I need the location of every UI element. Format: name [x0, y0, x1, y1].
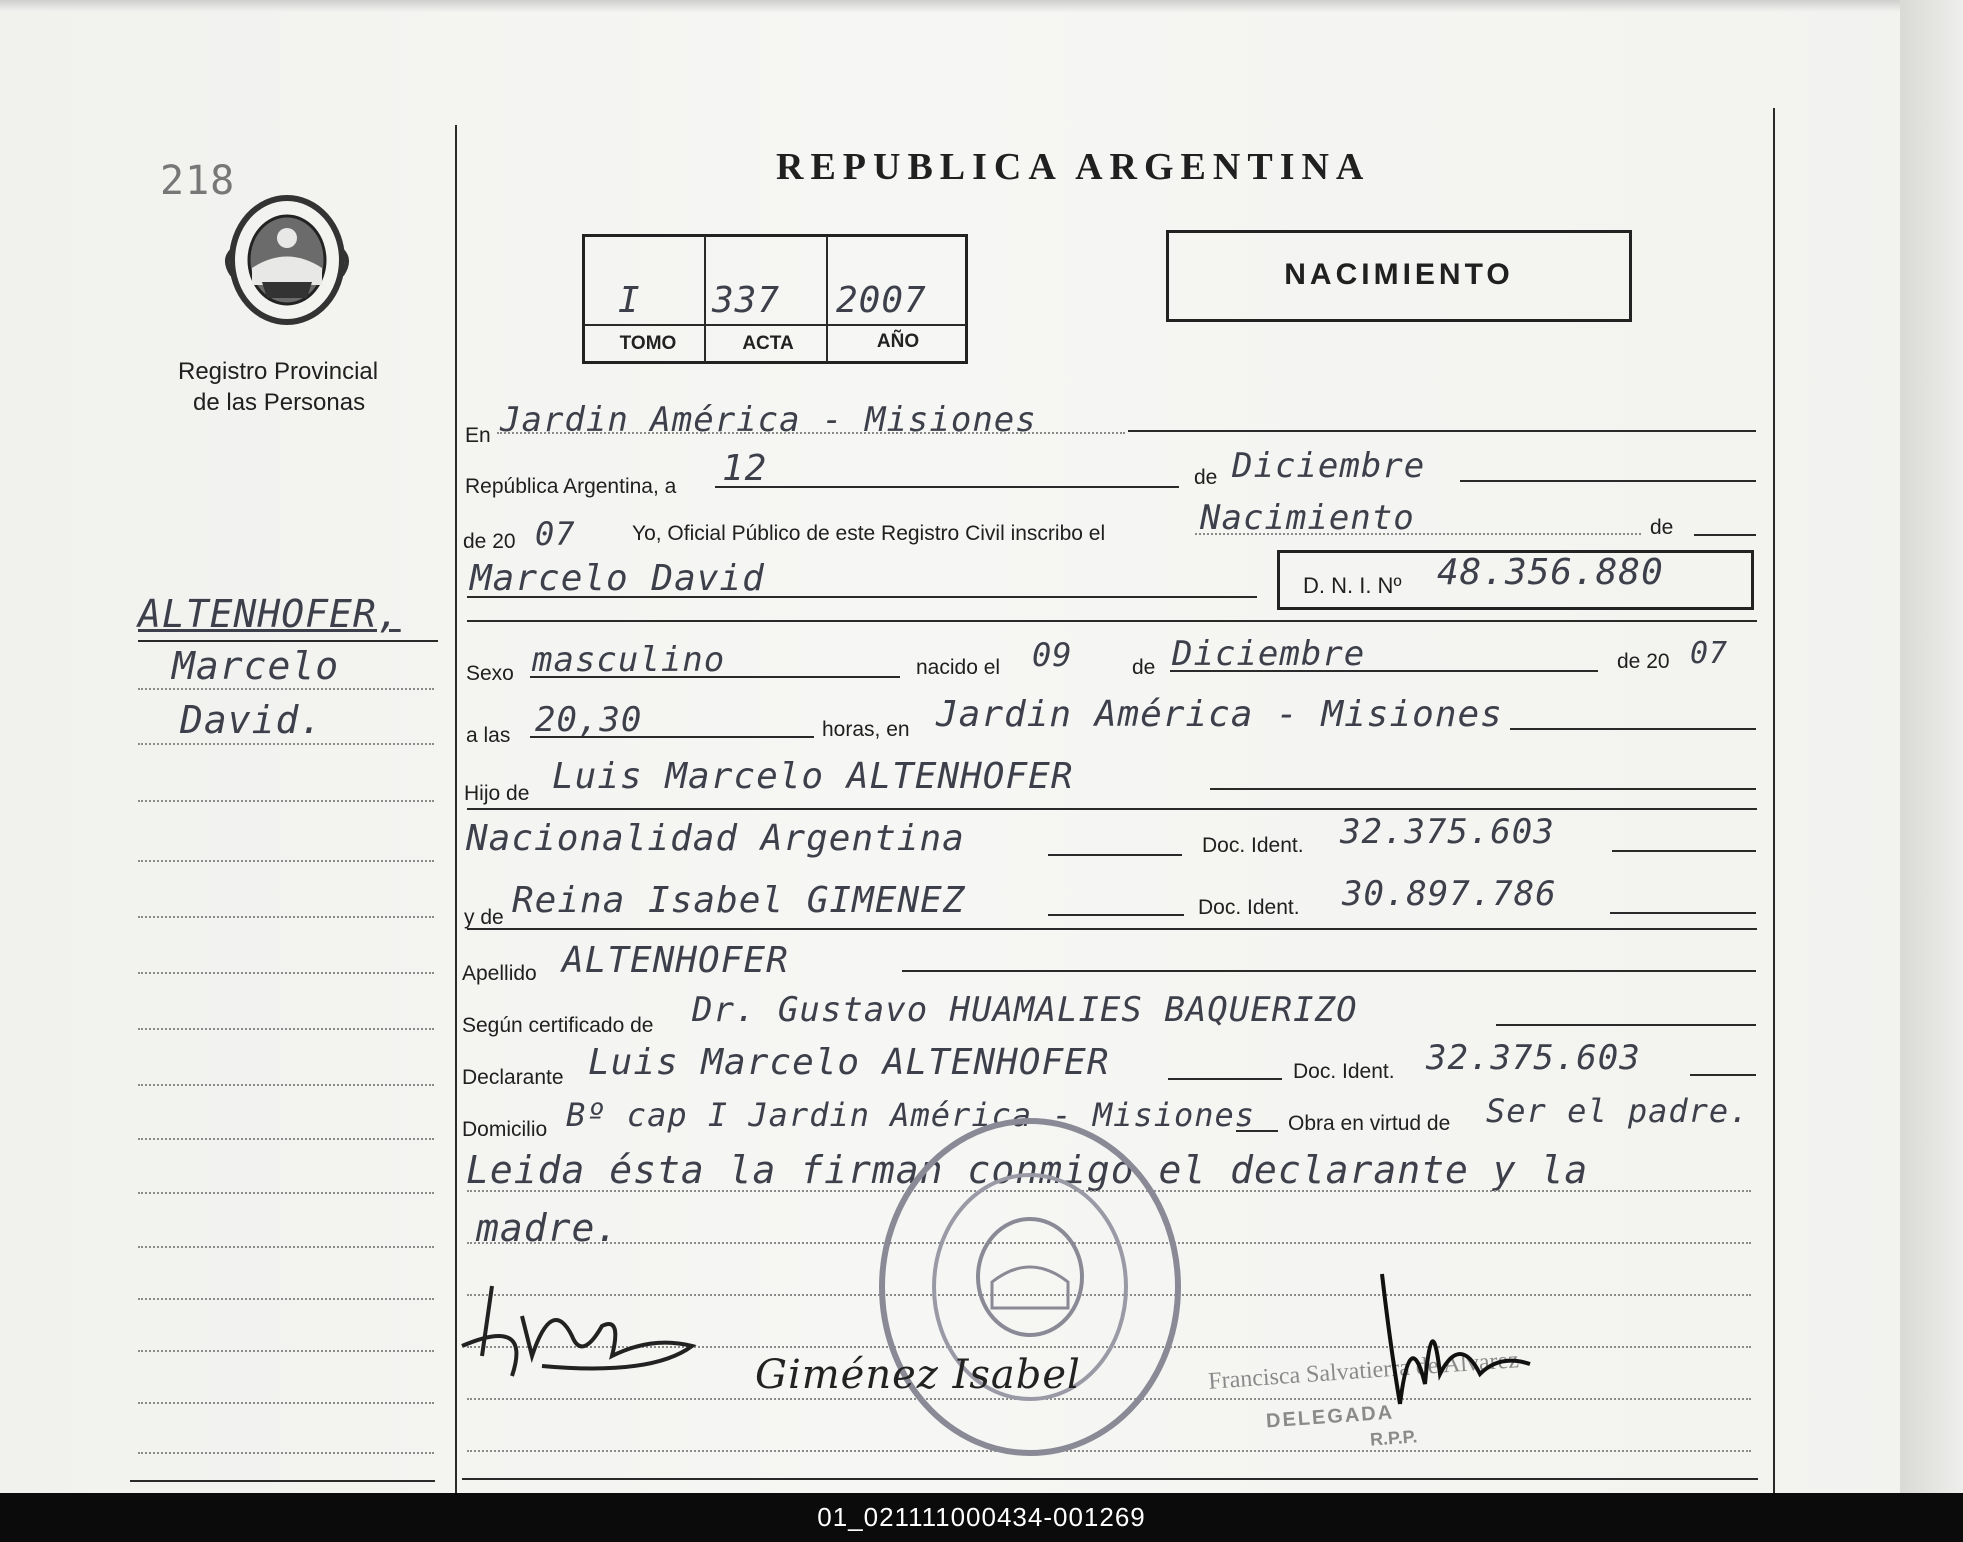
margin-dotted-line — [138, 1298, 434, 1300]
section-rule-2 — [467, 808, 1757, 810]
section-rule — [467, 620, 1757, 622]
table-divider — [584, 324, 966, 326]
medico-line — [1496, 1024, 1756, 1026]
margin-second-name: David. — [180, 698, 324, 742]
domicilio-value: Bº cap I Jardin América - Misiones — [566, 1096, 1256, 1134]
declarante-doc-line — [1690, 1074, 1756, 1076]
margin-dotted-line — [138, 1192, 434, 1194]
margin-dotted-line — [138, 1452, 434, 1454]
yde-label: y de — [464, 906, 504, 929]
margin-dotted-line — [138, 1246, 434, 1248]
de-line-2 — [1694, 534, 1756, 536]
dni-value: 48.356.880 — [1437, 552, 1664, 593]
docident-label-2: Doc. Ident. — [1198, 896, 1300, 919]
nacionalidad-line — [1048, 854, 1182, 856]
country-heading: REPUBLICA ARGENTINA — [776, 146, 1371, 188]
hora-value: 20,30 — [535, 700, 643, 740]
en-line-end — [1128, 430, 1756, 432]
margin-dotted-line — [138, 916, 434, 918]
nacido-year: 07 — [1690, 636, 1729, 671]
margin-dotted-line — [138, 972, 434, 974]
nacido-month: Diciembre — [1172, 634, 1366, 674]
margin-dotted-line — [138, 743, 434, 745]
declarant-signature — [452, 1276, 702, 1386]
de-label: de — [1194, 466, 1218, 489]
sexo-line — [530, 676, 900, 678]
apellido-line — [902, 970, 1756, 972]
margin-dotted-line — [138, 1350, 434, 1352]
docident-label: Doc. Ident. — [1202, 834, 1304, 857]
mother-signature: Giménez Isabel — [755, 1352, 1081, 1398]
domicilio-line — [1236, 1130, 1278, 1132]
day-line — [715, 486, 1179, 488]
madre-value: Reina Isabel GIMENEZ — [512, 880, 966, 921]
lugar-line — [1510, 728, 1756, 730]
nacido-month-line — [1170, 670, 1598, 672]
hora-line — [530, 736, 814, 738]
oficial-label: Yo, Oficial Público de este Registro Civil inscribo el — [632, 522, 1106, 545]
acta-value: 337 — [712, 280, 781, 321]
republica-label: República Argentina, a — [465, 475, 677, 498]
hijo-label: Hijo de — [464, 782, 530, 805]
madre-doc-line — [1610, 912, 1756, 914]
child-name-line — [467, 596, 1257, 598]
child-name-value: Marcelo David — [470, 558, 765, 599]
scan-right-edge — [1900, 0, 1963, 1493]
margin-surname: ALTENHOFER, — [138, 592, 401, 636]
margin-dotted-line — [138, 688, 434, 690]
margin-dotted-line — [138, 1028, 434, 1030]
official-signature — [1370, 1264, 1540, 1414]
year-value: 07 — [535, 515, 576, 553]
table-divider — [826, 236, 828, 362]
de-label-2: de — [1650, 516, 1674, 539]
padre-doc-line — [1612, 850, 1756, 852]
docident-label-3: Doc. Ident. — [1293, 1060, 1395, 1083]
margin-first-name: Marcelo — [172, 644, 340, 688]
nacionalidad-value: Nacionalidad Argentina — [466, 818, 965, 859]
margin-dotted-line — [138, 860, 434, 862]
act-type-label: NACIMIENTO — [1284, 258, 1514, 291]
form-bottom-rule — [462, 1478, 1758, 1480]
obra-label: Obra en virtud de — [1288, 1112, 1451, 1135]
declarante-label: Declarante — [462, 1066, 564, 1089]
horas-label: horas, en — [822, 718, 910, 741]
domicilio-label: Domicilio — [462, 1118, 548, 1141]
sexo-label: Sexo — [466, 662, 514, 685]
obra-value: Ser el padre. — [1486, 1092, 1750, 1130]
de20-label: de 20 — [463, 530, 516, 553]
margin-dotted-line — [138, 1084, 434, 1086]
apellido-label: Apellido — [462, 962, 537, 985]
section-rule-3 — [467, 928, 1757, 930]
anio-label: AÑO — [876, 331, 920, 352]
apellido-value: ALTENHOFER — [562, 940, 789, 981]
padre-doc: 32.375.603 — [1340, 812, 1555, 852]
madre-line — [1048, 914, 1184, 916]
en-label: En — [465, 424, 491, 447]
margin-dotted-line — [138, 800, 434, 802]
month-value: Diciembre — [1232, 446, 1426, 486]
inscribo-value: Nacimiento — [1200, 498, 1415, 538]
tomo-value: I — [618, 280, 641, 321]
nacido-label: nacido el — [916, 656, 1001, 679]
form-right-border — [1773, 108, 1775, 1493]
registry-line-1: Registro Provincial — [178, 358, 379, 385]
scan-id-text: 01_021111000434-001269 — [817, 1502, 1146, 1532]
official-unit: R.P.P. — [1369, 1426, 1418, 1450]
padre-line — [1210, 788, 1756, 790]
declarante-doc: 32.375.603 — [1426, 1038, 1641, 1078]
en-line — [497, 432, 1125, 434]
acta-label: ACTA — [742, 333, 794, 354]
inscribo-line — [1195, 533, 1641, 535]
margin-bottom-rule — [130, 1480, 435, 1482]
day-value: 12 — [722, 448, 768, 489]
official-stamp — [872, 1112, 1188, 1462]
province-emblem — [222, 190, 352, 330]
padre-value: Luis Marcelo ALTENHOFER — [552, 756, 1074, 797]
official-title: DELEGADA — [1265, 1401, 1395, 1433]
remarks-line-2: madre. — [476, 1206, 620, 1250]
lugar-value: Jardin América - Misiones — [936, 694, 1503, 735]
registry-line-2: de las Personas — [193, 389, 366, 416]
dni-label: D. N. I. Nº — [1303, 573, 1402, 598]
tomo-label: TOMO — [619, 333, 677, 354]
page-number: 218 — [160, 158, 236, 204]
anio-value: 2007 — [836, 280, 927, 321]
alas-label: a las — [466, 724, 511, 747]
scan-id-bar — [0, 1493, 1963, 1542]
scan-top-edge — [0, 0, 1963, 12]
official-name: Francisca Salvatierra de Alvarez — [1207, 1347, 1520, 1395]
sexo-value: masculino — [532, 640, 726, 680]
nacido-day: 09 — [1032, 636, 1073, 674]
en-value: Jardin América - Misiones — [500, 400, 1037, 440]
remarks-line-1: Leida ésta la firman conmigo el declarante y la — [466, 1148, 1589, 1192]
margin-dotted-line — [138, 1402, 434, 1404]
de20-label-2: de 20 — [1617, 650, 1670, 673]
margin-rule — [138, 640, 438, 642]
declarante-value: Luis Marcelo ALTENHOFER — [588, 1042, 1110, 1083]
margin-dotted-line — [138, 1138, 434, 1140]
de-label-3: de — [1132, 656, 1156, 679]
medico-value: Dr. Gustavo HUAMALIES BAQUERIZO — [692, 990, 1358, 1030]
segun-label: Según certificado de — [462, 1014, 654, 1037]
declarante-line — [1168, 1078, 1282, 1080]
madre-doc: 30.897.786 — [1342, 874, 1557, 914]
month-line — [1460, 480, 1756, 482]
